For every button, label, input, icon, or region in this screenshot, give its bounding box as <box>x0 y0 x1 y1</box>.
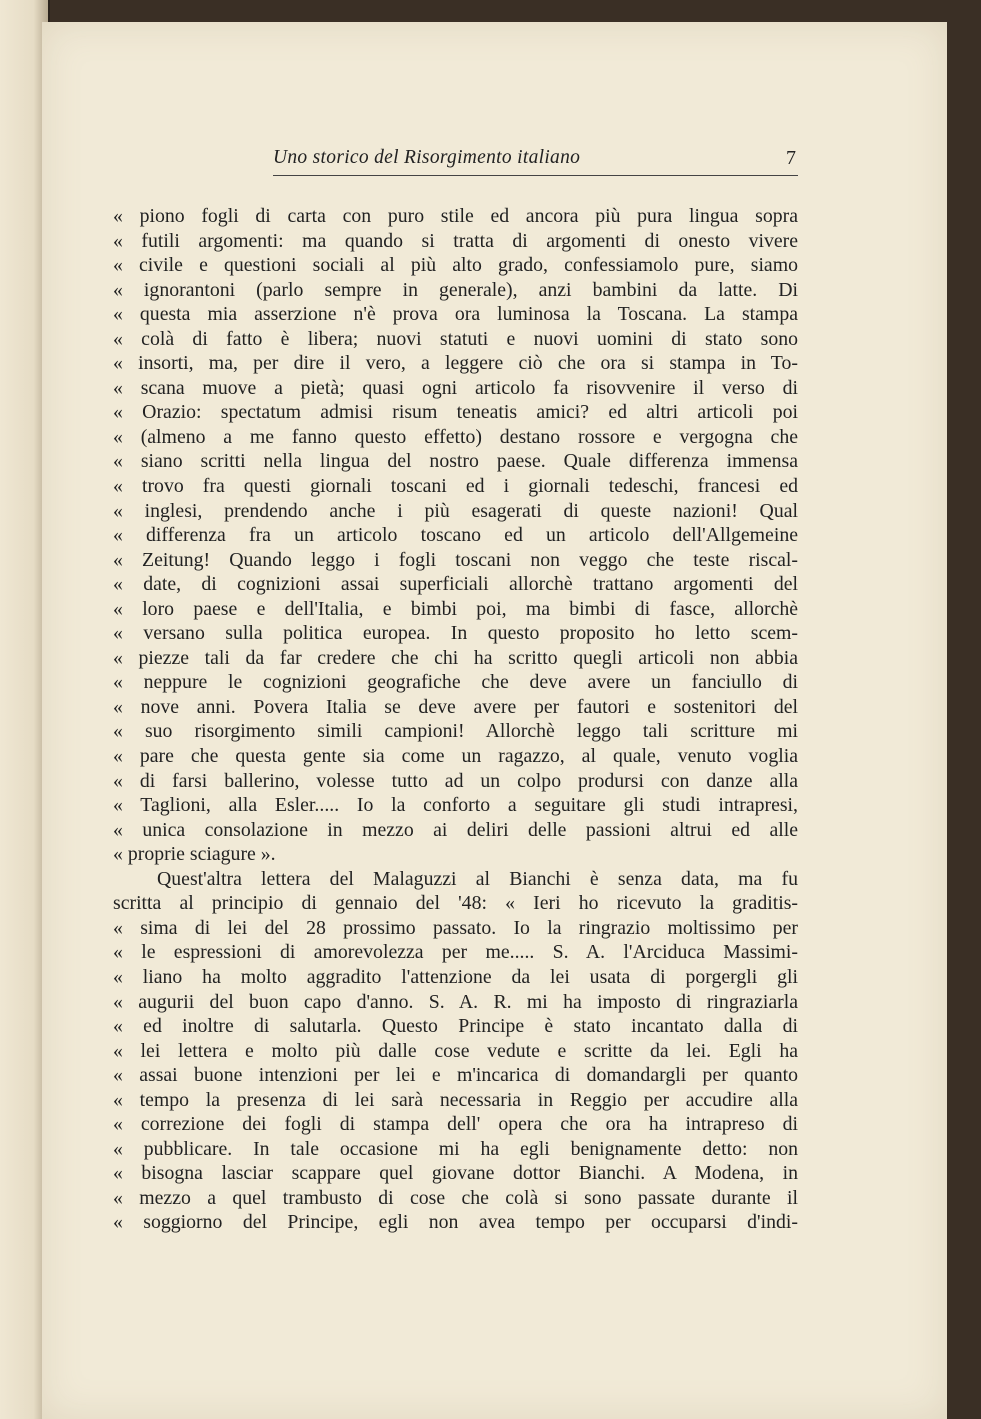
text-line: « loro paese e dell'Italia, e bimbi poi, ma bimbi di fasce, allorchè <box>113 597 798 620</box>
text-line: « neppure le cognizioni geografiche che deve avere un fanciullo di <box>113 671 798 694</box>
text-line: « piono fogli di carta con puro stile ed ancora più pura lingua sopra <box>113 205 798 227</box>
text-line: « unica consolazione in mezzo ai deliri delle passioni altrui ed alle <box>113 818 798 841</box>
text-line: « pare che questa gente sia come un ragazzo, al quale, venuto voglia <box>113 745 798 768</box>
text-line: « assai buone intenzioni per lei e m'incarica di domandargli per quanto <box>113 1064 798 1087</box>
text-line: « augurii del buon capo d'anno. S. A. R. mi ha imposto di ringraziarla <box>113 990 798 1013</box>
text-line: « versano sulla politica europea. In questo proposito ho letto scem- <box>113 622 798 645</box>
text-line: « civile e questioni sociali al più alto grado, confessiamolo pure, siamo <box>113 254 798 277</box>
text-line: « ed inoltre di salutarla. Questo Principe è stato incantato dalla di <box>113 1015 798 1038</box>
text-line: « liano ha molto aggradito l'attenzione da lei usata di porgergli gli <box>113 965 798 988</box>
text-line: « questa mia asserzione n'è prova ora luminosa la Toscana. La stampa <box>113 303 798 326</box>
text-line: « bisogna lasciar scappare quel giovane dottor Bianchi. A Modena, in <box>113 1162 798 1185</box>
text-line: « (almeno a me fanno questo effetto) destano rossore e vergogna che <box>113 425 798 448</box>
body-text <box>113 204 798 1235</box>
text-line: « insorti, ma, per dire il vero, a leggere ciò che ora si stampa in To- <box>113 352 798 375</box>
text-line: « piezze tali da far credere che chi ha scritto quegli articoli non abbia <box>113 646 798 669</box>
text-line: « ignorantoni (parlo sempre in generale), anzi bambini da latte. Di <box>113 278 798 301</box>
page-number: 7 <box>786 147 796 169</box>
text-line: « Zeitung! Quando leggo i fogli toscani non veggo che teste riscal- <box>113 548 798 571</box>
text-line: « pubblicare. In tale occasione mi ha egli benignamente detto: non <box>113 1137 798 1160</box>
text-line: « sima di lei del 28 prossimo passato. Io la ringrazio moltissimo per <box>113 916 798 939</box>
text-line: Quest'altra lettera del Malaguzzi al Bianchi è senza data, ma fu <box>157 867 798 890</box>
text-line: « di farsi ballerino, volesse tutto ad un colpo prodursi con danze alla <box>113 769 798 792</box>
text-line: « colà di fatto è libera; nuovi statuti e nuovi uomini di stato sono <box>113 327 798 350</box>
page-header <box>273 145 798 176</box>
text-line: « scana muove a pietà; quasi ogni articolo fa risovvenire il verso di <box>113 376 798 399</box>
text-line: « tempo la presenza di lei sarà necessaria in Reggio per accudire alla <box>113 1088 798 1111</box>
text-line: « Orazio: spectatum admisi risum teneatis amici? ed altri articoli poi <box>113 401 798 424</box>
text-line: « futili argomenti: ma quando si tratta di argomenti di onesto vivere <box>113 229 798 252</box>
text-line: « differenza fra un articolo toscano ed un articolo dell'Allgemeine <box>113 524 798 547</box>
text-line: « soggiorno del Principe, egli non avea tempo per occuparsi d'indi- <box>113 1211 798 1234</box>
text-line: « Taglioni, alla Esler..... Io la conforto a seguitare gli studi intrapresi, <box>113 794 798 817</box>
running-title: Uno storico del Risorgimento italiano <box>273 147 581 168</box>
text-line: « suo risorgimento simili campioni! Allorchè leggo tali scritture mi <box>113 720 798 743</box>
text-line: « siano scritti nella lingua del nostro paese. Quale differenza immensa <box>113 450 798 473</box>
text-line: « nove anni. Povera Italia se deve avere per fautori e sostenitori del <box>113 695 798 718</box>
text-line: « lei lettera e molto più dalle cose vedute e scritte da lei. Egli ha <box>113 1039 798 1062</box>
text-line: « mezzo a quel trambusto di cose che colà si sono passate durante il <box>113 1186 798 1209</box>
text-line: « le espressioni di amorevolezza per me..... S. A. l'Arciduca Massimi- <box>113 941 798 964</box>
text-line: « inglesi, prendendo anche i più esagerati di queste nazioni! Qual <box>113 499 798 522</box>
text-line: « trovo fra questi giornali toscani ed i giornali tedeschi, francesi ed <box>113 475 798 498</box>
text-line: « correzione dei fogli di stampa dell' opera che ora ha intrapreso di <box>113 1113 798 1136</box>
text-line: « proprie sciagure ». <box>113 843 276 866</box>
text-line: « date, di cognizioni assai superficiali allorchè trattano argomenti del <box>113 573 798 596</box>
text-line: scritta al principio di gennaio del '48: « Ieri ho ricevuto la graditis- <box>113 892 798 915</box>
